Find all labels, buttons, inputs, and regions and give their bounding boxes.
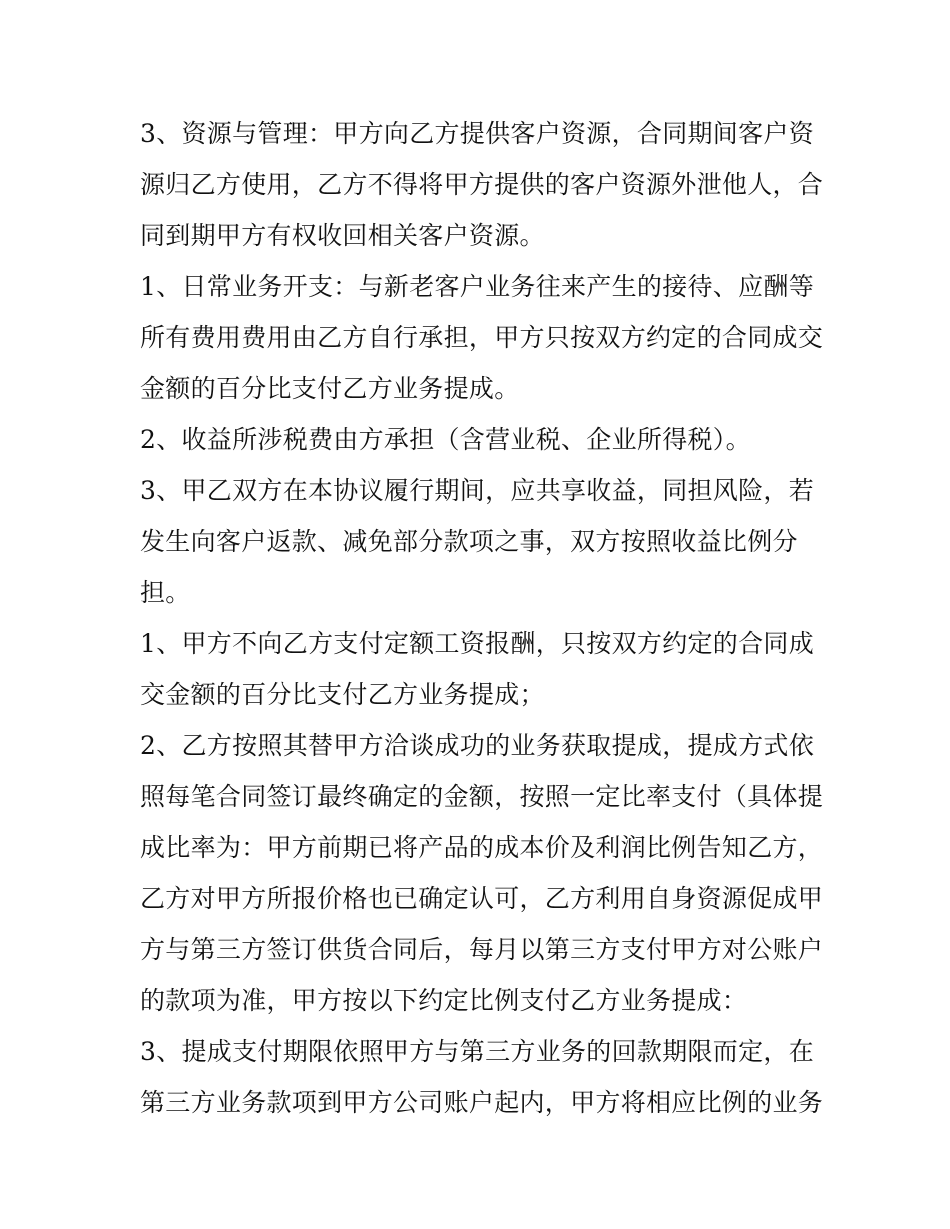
text-line: 照每笔合同签订最终确定的金额，按照一定比率支付（具体提 — [140, 782, 824, 811]
text-line: 金额的百分比支付乙方业务提成。 — [140, 374, 520, 403]
text-line: 2、收益所涉税费由方承担（含营业税、企业所得税）。 — [140, 425, 751, 454]
text-line: 乙方对甲方所报价格也已确定认可，乙方利用自身资源促成甲 — [140, 884, 824, 913]
text-line: 交金额的百分比支付乙方业务提成； — [140, 680, 545, 709]
text-line: 3、提成支付期限依照甲方与第三方业务的回款期限而定，在 — [140, 1037, 815, 1066]
paragraph-payment-term — [140, 1026, 824, 1128]
paragraph-commission-method — [140, 720, 824, 1026]
text-line: 源归乙方使用，乙方不得将甲方提供的客户资源外泄他人，合 — [140, 170, 824, 199]
text-line: 的款项为准，甲方按以下约定比例支付乙方业务提成： — [140, 986, 748, 1015]
text-line: 发生向客户返款、减免部分款项之事，双方按照收益比例分 — [140, 527, 798, 556]
text-line: 方与第三方签订供货合同后，每月以第三方支付甲方对公账户 — [140, 935, 824, 964]
paragraph-daily-expenses — [140, 261, 824, 414]
paragraph-taxes — [140, 414, 820, 465]
paragraph-no-fixed-salary — [140, 618, 820, 720]
text-line: 所有费用费用由乙方自行承担，甲方只按双方约定的合同成交 — [140, 323, 824, 352]
text-line: 3、资源与管理：甲方向乙方提供客户资源，合同期间客户资 — [140, 119, 815, 148]
document-body — [140, 108, 824, 1128]
text-line: 1、日常业务开支：与新老客户业务往来产生的接待、应酬等 — [140, 272, 815, 301]
text-line: 3、甲乙双方在本协议履行期间，应共享收益，同担风险，若 — [140, 476, 815, 505]
paragraph-resource-management — [140, 108, 824, 261]
text-line: 2、乙方按照其替甲方洽谈成功的业务获取提成，提成方式依 — [140, 731, 815, 760]
text-line: 成比率为：甲方前期已将产品的成本价及利润比例告知乙方， — [140, 833, 824, 862]
text-line: 同到期甲方有权收回相关客户资源。 — [140, 221, 545, 250]
text-line: 第三方业务款项到甲方公司账户起内，甲方将相应比例的业务 — [140, 1088, 824, 1117]
text-line: 1、甲方不向乙方支付定额工资报酬，只按双方约定的合同成 — [140, 629, 815, 658]
text-line: 担。 — [140, 578, 191, 607]
paragraph-shared-risk — [140, 465, 820, 618]
